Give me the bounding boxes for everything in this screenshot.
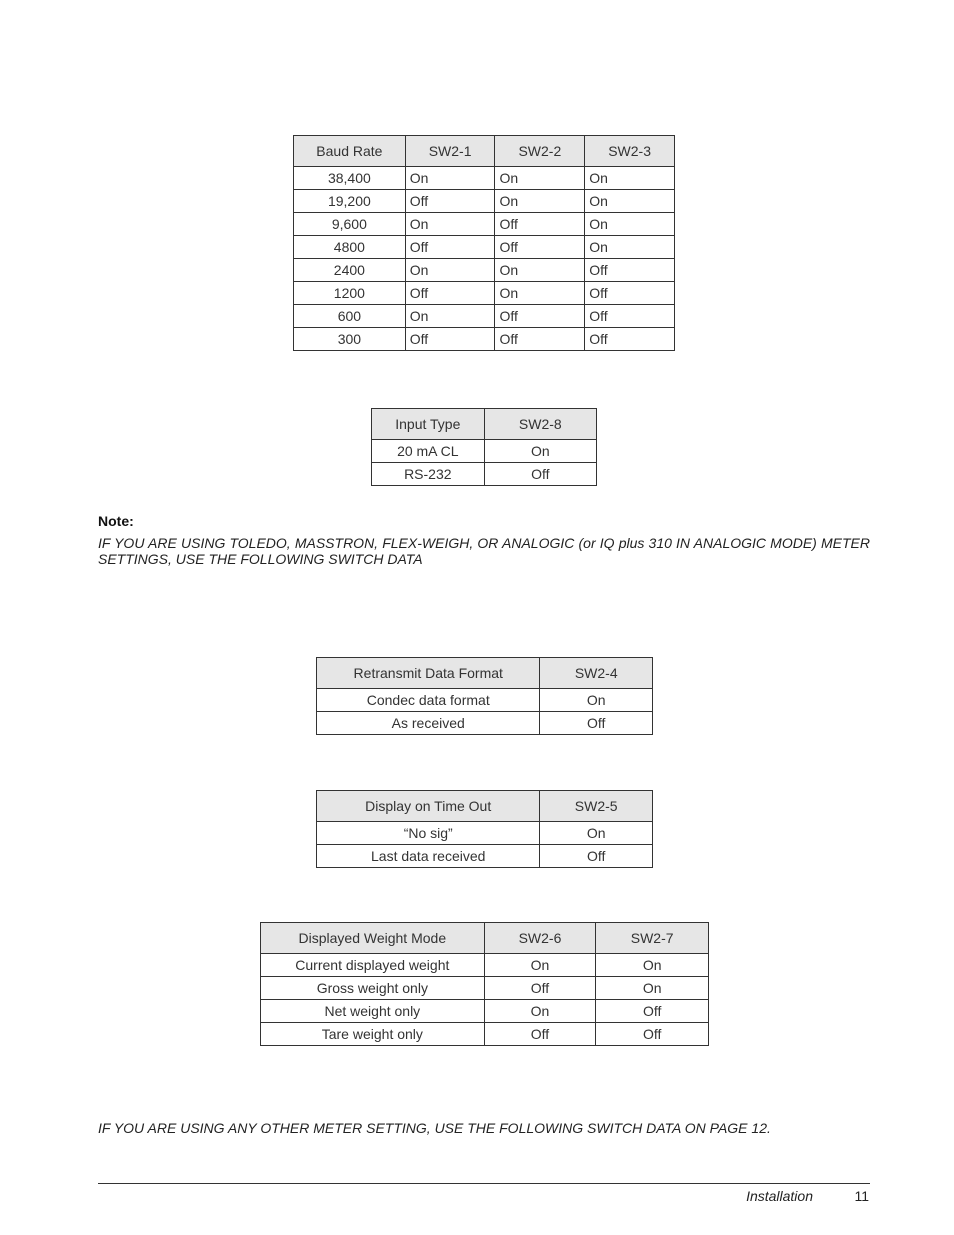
table-row <box>261 1000 709 1023</box>
header-cell: Baud Rate <box>294 136 406 167</box>
table-row <box>317 689 653 712</box>
baud-rate-table-header <box>294 136 675 167</box>
switch-cell: On <box>484 440 596 463</box>
switch-cell: Off <box>585 305 675 328</box>
weight-mode-cell: Gross weight only <box>261 977 485 1000</box>
note-text: IF YOU ARE USING TOLEDO, MASSTRON, FLEX-WEIGH, OR ANALOGIC (or IQ plus 310 IN ANALOGIC MODE) METER SETTINGS, USE THE FOLLOWING SWITCH DATA <box>98 535 870 567</box>
switch-cell: Off <box>405 328 495 351</box>
header-cell: Displayed Weight Mode <box>261 923 485 954</box>
table-row <box>294 236 675 259</box>
table-row <box>317 712 653 735</box>
switch-cell: Off <box>585 282 675 305</box>
switch-cell: On <box>540 822 653 845</box>
switch-cell: On <box>484 954 596 977</box>
switch-cell: On <box>495 190 585 213</box>
switch-cell: Off <box>495 328 585 351</box>
header-cell: Retransmit Data Format <box>317 658 540 689</box>
header-cell: Display on Time Out <box>317 791 540 822</box>
switch-cell: Off <box>405 282 495 305</box>
switch-cell: Off <box>484 463 596 486</box>
header-cell: SW2-4 <box>540 658 653 689</box>
switch-cell: On <box>585 167 675 190</box>
header-cell: SW2-3 <box>585 136 675 167</box>
switch-cell: Off <box>596 1023 709 1046</box>
switch-cell: On <box>585 213 675 236</box>
table-row <box>372 463 597 486</box>
note-label: Note: <box>98 513 134 529</box>
display-timeout-table <box>316 790 653 868</box>
baud-rate-table <box>293 135 675 351</box>
header-cell: SW2-2 <box>495 136 585 167</box>
baud-rate-cell: 9,600 <box>294 213 406 236</box>
switch-cell: On <box>585 190 675 213</box>
timeout-cell: “No sig” <box>317 822 540 845</box>
switch-cell: Off <box>495 236 585 259</box>
switch-cell: Off <box>484 977 596 1000</box>
footer-divider <box>98 1183 870 1184</box>
switch-cell: Off <box>405 236 495 259</box>
switch-cell: On <box>484 1000 596 1023</box>
switch-cell: Off <box>540 845 653 868</box>
table-row <box>317 845 653 868</box>
switch-cell: Off <box>484 1023 596 1046</box>
weight-mode-cell: Tare weight only <box>261 1023 485 1046</box>
switch-cell: Off <box>495 305 585 328</box>
switch-cell: Off <box>585 259 675 282</box>
baud-rate-cell: 38,400 <box>294 167 406 190</box>
header-cell: SW2-7 <box>596 923 709 954</box>
table-row <box>294 328 675 351</box>
table-row <box>294 167 675 190</box>
header-cell: SW2-1 <box>405 136 495 167</box>
switch-cell: On <box>495 167 585 190</box>
table-row <box>317 822 653 845</box>
switch-cell: On <box>405 213 495 236</box>
table-row <box>294 190 675 213</box>
baud-rate-cell: 600 <box>294 305 406 328</box>
table-row <box>261 977 709 1000</box>
table-row <box>294 305 675 328</box>
other-meter-note: IF YOU ARE USING ANY OTHER METER SETTING, USE THE FOLLOWING SWITCH DATA ON PAGE 12. <box>98 1120 771 1136</box>
footer-section-title: Installation <box>746 1188 813 1204</box>
input-type-table <box>371 408 597 486</box>
format-cell: Condec data format <box>317 689 540 712</box>
input-type-cell: RS-232 <box>372 463 485 486</box>
header-cell: Input Type <box>372 409 485 440</box>
table-row <box>294 282 675 305</box>
header-cell: SW2-6 <box>484 923 596 954</box>
switch-cell: On <box>596 954 709 977</box>
format-cell: As received <box>317 712 540 735</box>
baud-rate-cell: 300 <box>294 328 406 351</box>
switch-cell: Off <box>596 1000 709 1023</box>
page-number: 11 <box>854 1188 869 1204</box>
table-row <box>294 213 675 236</box>
table-row <box>372 440 597 463</box>
switch-cell: Off <box>585 328 675 351</box>
switch-cell: Off <box>495 213 585 236</box>
switch-cell: Off <box>405 190 495 213</box>
weight-mode-cell: Current displayed weight <box>261 954 485 977</box>
baud-rate-cell: 19,200 <box>294 190 406 213</box>
baud-rate-cell: 1200 <box>294 282 406 305</box>
switch-cell: On <box>405 259 495 282</box>
header-cell: SW2-5 <box>540 791 653 822</box>
switch-cell: On <box>540 689 653 712</box>
switch-cell: On <box>585 236 675 259</box>
table-row <box>294 259 675 282</box>
header-cell: SW2-8 <box>484 409 596 440</box>
table-row <box>261 1023 709 1046</box>
weight-mode-table <box>260 922 709 1046</box>
switch-cell: Off <box>540 712 653 735</box>
switch-cell: On <box>405 167 495 190</box>
input-type-cell: 20 mA CL <box>372 440 485 463</box>
weight-mode-cell: Net weight only <box>261 1000 485 1023</box>
table-row <box>261 954 709 977</box>
retransmit-format-table <box>316 657 653 735</box>
switch-cell: On <box>596 977 709 1000</box>
baud-rate-cell: 4800 <box>294 236 406 259</box>
timeout-cell: Last data received <box>317 845 540 868</box>
switch-cell: On <box>405 305 495 328</box>
switch-cell: On <box>495 259 585 282</box>
baud-rate-cell: 2400 <box>294 259 406 282</box>
switch-cell: On <box>495 282 585 305</box>
